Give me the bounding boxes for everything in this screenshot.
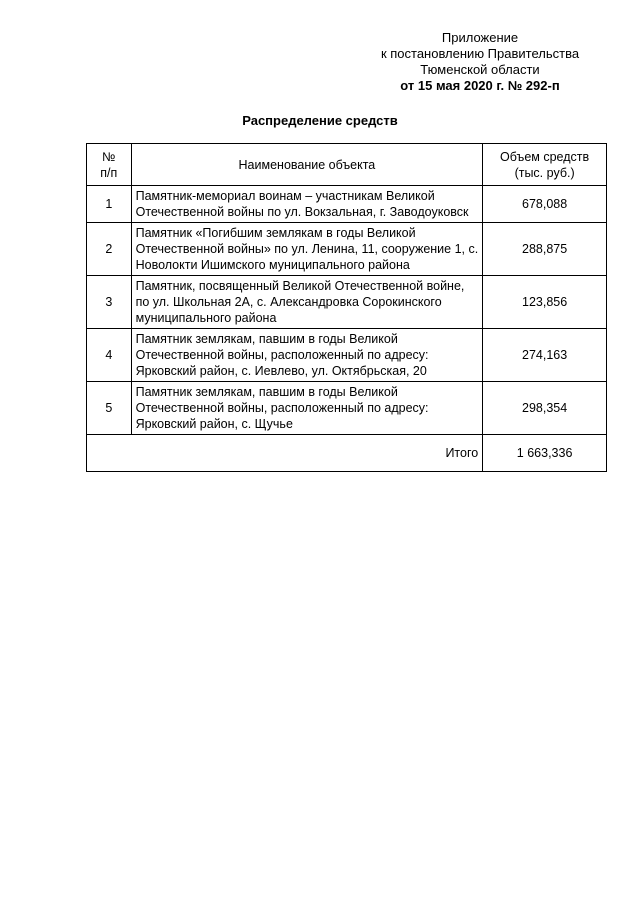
row-object-name: Памятник землякам, павшим в годы Великой Отечественной войны, расположенный по адресу: Ярковский район, с. Щучье bbox=[131, 382, 483, 435]
row-number: 5 bbox=[87, 382, 132, 435]
total-row bbox=[87, 435, 607, 472]
table-row bbox=[87, 329, 607, 382]
row-number: 4 bbox=[87, 329, 132, 382]
row-funds: 288,875 bbox=[483, 223, 607, 276]
row-number: 2 bbox=[87, 223, 132, 276]
row-funds: 678,088 bbox=[483, 186, 607, 223]
row-number: 1 bbox=[87, 186, 132, 223]
table-row bbox=[87, 186, 607, 223]
row-object-name: Памятник, посвященный Великой Отечественной войне, по ул. Школьная 2А, с. Александровка Сорокинского муниципального района bbox=[131, 276, 483, 329]
distribution-table bbox=[86, 143, 607, 472]
document-header bbox=[340, 30, 620, 94]
header-funds: Объем средств (тыс. руб.) bbox=[483, 144, 607, 186]
row-number: 3 bbox=[87, 276, 132, 329]
header-object-name: Наименование объекта bbox=[131, 144, 483, 186]
table-row bbox=[87, 223, 607, 276]
row-funds: 298,354 bbox=[483, 382, 607, 435]
header-appendix: Приложение bbox=[441, 30, 519, 45]
page-title: Распределение средств bbox=[242, 113, 398, 128]
table-row bbox=[87, 382, 607, 435]
row-funds: 274,163 bbox=[483, 329, 607, 382]
table-header-row bbox=[87, 144, 607, 186]
header-date-number: от 15 мая 2020 г. № 292-п bbox=[400, 78, 560, 93]
total-sum: 1 663,336 bbox=[483, 435, 607, 472]
row-object-name: Памятник-мемориал воинам – участникам Великой Отечественной войны по ул. Вокзальная, г. Заводоуковск bbox=[131, 186, 483, 223]
row-object-name: Памятник землякам, павшим в годы Великой Отечественной войны, расположенный по адресу: Ярковский район, с. Иевлево, ул. Октябрьская, 20 bbox=[131, 329, 483, 382]
total-label: Итого bbox=[87, 435, 483, 472]
header-region: Тюменской области bbox=[420, 62, 540, 77]
table-row bbox=[87, 276, 607, 329]
row-object-name: Памятник «Погибшим землякам в годы Великой Отечественной войны» по ул. Ленина, 11, сооружение 1, с. Новолокти Ишимского муниципального района bbox=[131, 223, 483, 276]
header-resolution: к постановлению Правительства bbox=[380, 46, 580, 61]
header-number: № п/п bbox=[87, 144, 132, 186]
row-funds: 123,856 bbox=[483, 276, 607, 329]
